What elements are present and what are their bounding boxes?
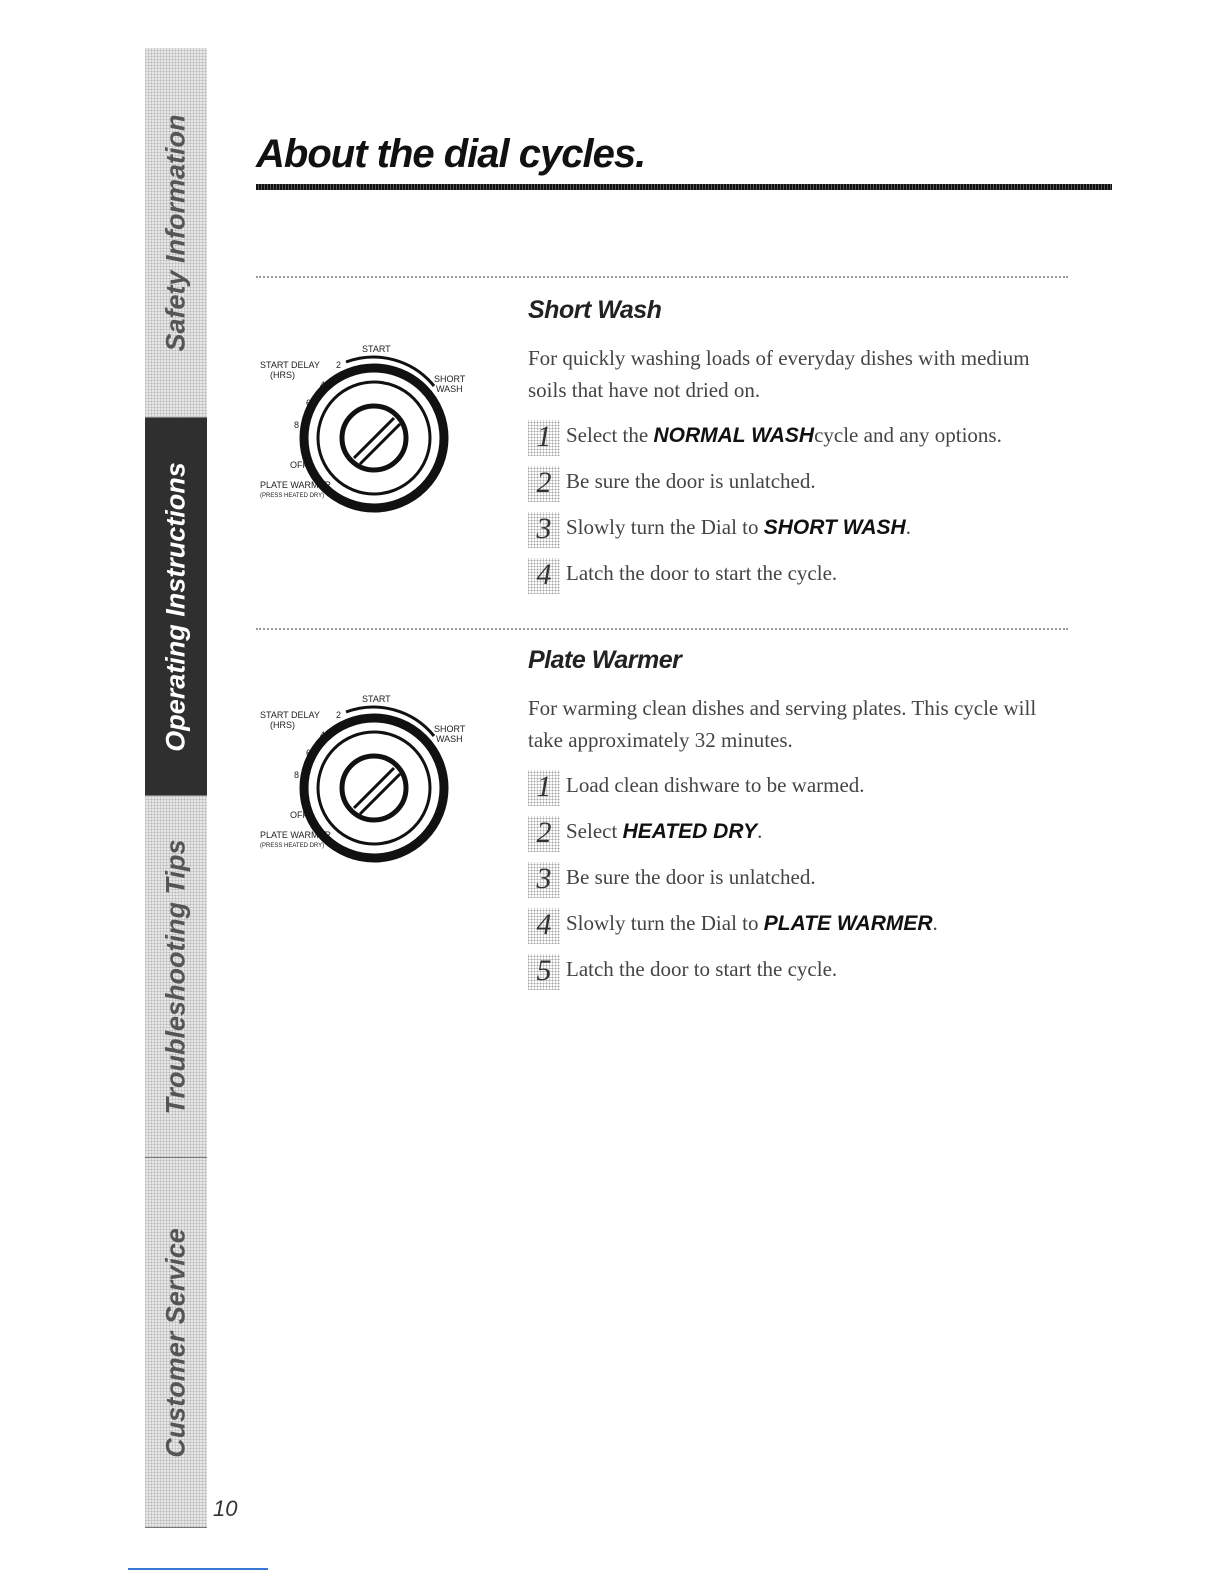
step-number: 2 bbox=[528, 466, 560, 502]
steps-list bbox=[528, 770, 1068, 1000]
step-emphasis: HEATED DRY bbox=[622, 820, 758, 843]
step-text: Load clean dishware to be warmed. bbox=[566, 773, 865, 797]
step-number: 3 bbox=[528, 862, 560, 898]
step-number: 3 bbox=[528, 512, 560, 548]
tab-customer-service[interactable] bbox=[145, 1158, 207, 1528]
steps-list bbox=[528, 420, 1068, 604]
section-intro: For quickly washing loads of everyday dishes with medium soils that have not dried on. bbox=[528, 346, 1030, 402]
list-item bbox=[528, 770, 1068, 816]
section-divider bbox=[256, 628, 1068, 630]
list-item bbox=[528, 816, 1068, 862]
dial-label-6: 6 bbox=[306, 748, 312, 758]
page-title: About the dial cycles. bbox=[256, 132, 646, 176]
step-text-after: . bbox=[905, 515, 911, 539]
dial-label-4: 4 bbox=[320, 730, 326, 740]
step-text: Be sure the door is unlatched. bbox=[566, 469, 816, 493]
title-rule bbox=[256, 184, 1112, 190]
list-item bbox=[528, 558, 1068, 604]
tab-label: Customer Service bbox=[160, 1227, 191, 1458]
tab-troubleshooting-tips[interactable] bbox=[145, 796, 207, 1158]
footer-link-underline bbox=[128, 1568, 268, 1570]
section-title: Plate Warmer bbox=[528, 646, 682, 674]
step-number: 4 bbox=[528, 908, 560, 944]
step-emphasis: PLATE WARMER bbox=[763, 912, 933, 935]
dial-label-press-heated-dry: (PRESS HEATED DRY) bbox=[260, 493, 325, 499]
dial-label-wash: WASH bbox=[436, 734, 463, 744]
list-item bbox=[528, 908, 1068, 954]
dial-label-start-delay: START DELAY bbox=[260, 360, 320, 370]
step-text: Select bbox=[566, 819, 623, 843]
dial-diagram bbox=[256, 306, 496, 531]
step-number: 4 bbox=[528, 558, 560, 594]
list-item bbox=[528, 466, 1068, 512]
step-number: 1 bbox=[528, 770, 560, 806]
dial-illustration bbox=[256, 306, 496, 531]
dial-label-4: 4 bbox=[320, 380, 326, 390]
tab-label: Troubleshooting Tips bbox=[160, 839, 191, 1114]
step-text: Be sure the door is unlatched. bbox=[566, 865, 816, 889]
dial-label-press-heated-dry: (PRESS HEATED DRY) bbox=[260, 843, 325, 849]
section-plate-warmer bbox=[256, 646, 1076, 1026]
page-number: 10 bbox=[213, 1496, 238, 1521]
dial-label-6: 6 bbox=[306, 398, 312, 408]
dial-label-off: OFF bbox=[290, 810, 308, 820]
dial-diagram bbox=[256, 656, 496, 881]
dial-label-8: 8 bbox=[294, 770, 300, 780]
tab-label: Safety Information bbox=[160, 113, 191, 352]
step-text-after: cycle and any options. bbox=[814, 423, 1002, 447]
section-divider bbox=[256, 276, 1068, 278]
dial-illustration bbox=[256, 656, 496, 881]
step-emphasis: NORMAL WASH bbox=[653, 424, 815, 447]
tab-label: Operating Instructions bbox=[160, 461, 191, 752]
dial-label-2: 2 bbox=[336, 360, 342, 370]
section-intro: For warming clean dishes and serving plates. This cycle will take approximately 32 minutes. bbox=[528, 696, 1037, 752]
dial-label-start-delay: START DELAY bbox=[260, 710, 320, 720]
dial-label-hrs: (HRS) bbox=[270, 720, 295, 730]
dial-label-start: START bbox=[362, 344, 391, 354]
dial-label-short: SHORT bbox=[434, 724, 466, 734]
list-item bbox=[528, 420, 1068, 466]
step-text: Slowly turn the Dial to bbox=[566, 911, 764, 935]
dial-label-wash: WASH bbox=[436, 384, 463, 394]
dial-label-plate-warmer: PLATE WARMER bbox=[260, 480, 332, 490]
tab-operating-instructions[interactable] bbox=[145, 418, 207, 796]
step-text: Select the bbox=[566, 423, 654, 447]
dial-label-2: 2 bbox=[336, 710, 342, 720]
step-text: Latch the door to start the cycle. bbox=[566, 561, 838, 585]
step-text-after: . bbox=[932, 911, 938, 935]
dial-label-start: START bbox=[362, 694, 391, 704]
dial-label-plate-warmer: PLATE WARMER bbox=[260, 830, 332, 840]
section-short-wash bbox=[256, 296, 1076, 626]
sidebar-tabs bbox=[145, 48, 207, 1528]
tab-safety-information[interactable] bbox=[145, 48, 207, 418]
list-item bbox=[528, 512, 1068, 558]
list-item bbox=[528, 954, 1068, 1000]
dial-label-8: 8 bbox=[294, 420, 300, 430]
step-text: Latch the door to start the cycle. bbox=[566, 957, 838, 981]
step-text: Slowly turn the Dial to bbox=[566, 515, 764, 539]
section-title: Short Wash bbox=[528, 296, 662, 324]
step-number: 1 bbox=[528, 420, 560, 456]
step-number: 2 bbox=[528, 816, 560, 852]
step-number: 5 bbox=[528, 954, 560, 990]
dial-label-short: SHORT bbox=[434, 374, 466, 384]
list-item bbox=[528, 862, 1068, 908]
dial-label-off: OFF bbox=[290, 460, 308, 470]
step-emphasis: SHORT WASH bbox=[763, 516, 906, 539]
dial-label-hrs: (HRS) bbox=[270, 370, 295, 380]
step-text-after: . bbox=[757, 819, 763, 843]
